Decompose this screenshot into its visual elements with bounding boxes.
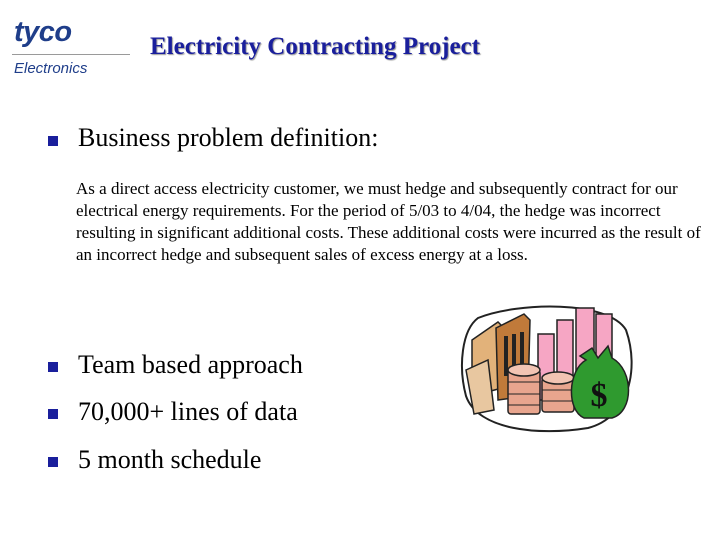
bullet-business-problem: Business problem definition: [78,123,379,152]
bullet-marker-3 [48,409,58,419]
problem-description-paragraph: As a direct access electricity customer, we must hedge and subsequently contract for our electrical energy requirements. For the period of 5/03 to 4/04, the hedge was incorrect resulting in significant additional costs. These additional costs were incurred as the result of an incorrect hedge and subsequent sales of excess energy at a loss. [76,179,701,264]
logo-electronics-text: Electronics [14,60,88,77]
bullet-marker-4 [48,457,58,467]
money-bag-dollar-sign: $ [590,377,608,414]
bullet-lines-of-data: 70,000+ lines of data [78,397,298,426]
slide-title: Electricity Contracting Project [150,33,480,60]
bullet-team-approach: Team based approach [78,350,303,379]
tyco-electronics-logo [10,16,135,80]
bullet-schedule: 5 month schedule [78,445,262,474]
bullet-marker-2 [48,362,58,372]
finance-clipart-icon [458,300,638,435]
logo-divider [12,54,130,55]
bullet-marker-1 [48,136,58,146]
logo-tyco-text: tyco [14,16,72,48]
